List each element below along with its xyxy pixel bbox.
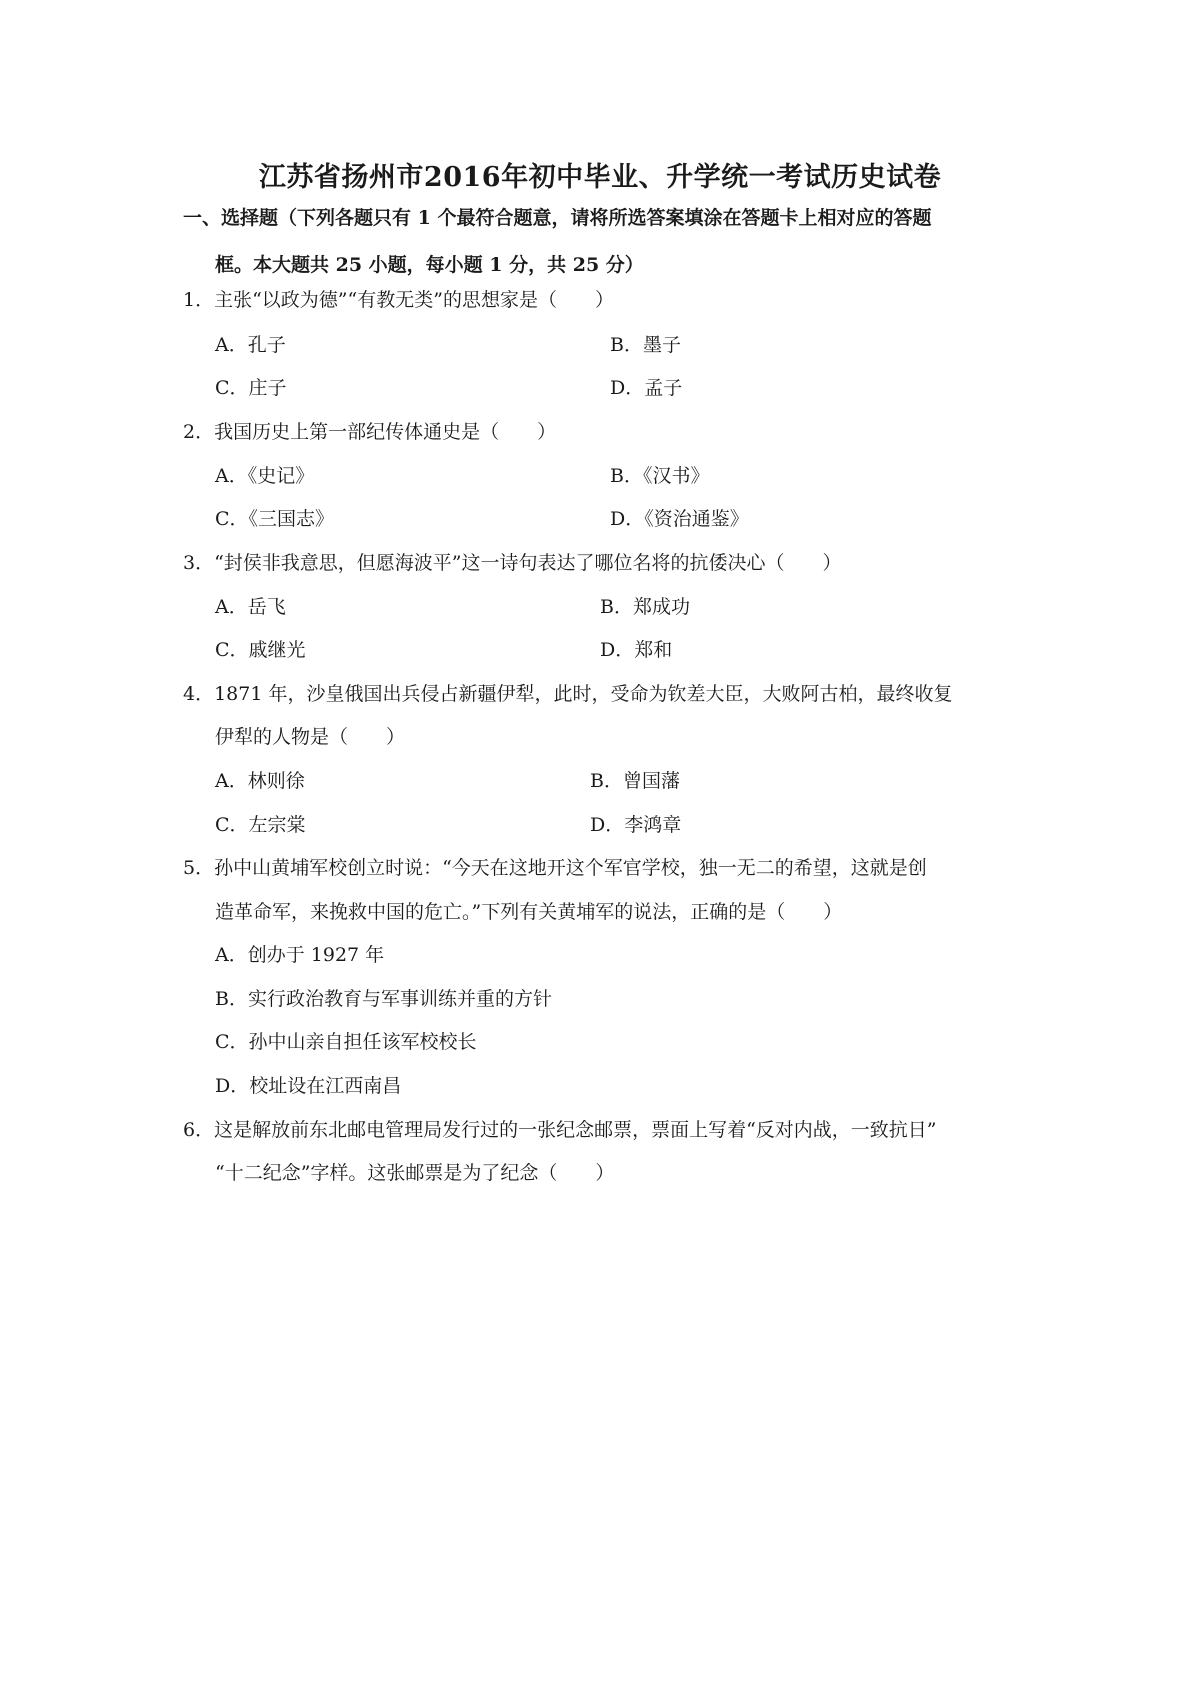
question-6-stem-cont: “十二纪念”字样。这张邮票是为了纪念（ ）: [215, 1162, 615, 1184]
question-3-option-d: D．郑和: [600, 639, 673, 661]
question-4-option-c: C．左宗棠: [215, 814, 306, 836]
section-heading-line1: 一、选择题（下列各题只有 1 个最符合题意，请将所选答案填涂在答题卡上相对应的答题: [183, 207, 932, 229]
exam-title: 江苏省扬州市2016年初中毕业、升学统一考试历史试卷: [258, 162, 942, 193]
question-1-option-b: B．墨子: [610, 334, 681, 356]
question-3-option-c: C．戚继光: [215, 639, 306, 661]
question-1-stem: 1．主张“以政为德”“有教无类”的思想家是（ ）: [183, 289, 614, 311]
question-5-option-d: D．校址设在江西南昌: [215, 1075, 402, 1097]
question-4-option-a: A．林则徐: [215, 770, 305, 792]
question-2-stem: 2．我国历史上第一部纪传体通史是（ ）: [183, 421, 557, 443]
question-3-option-a: A．岳飞: [215, 596, 286, 618]
question-2-option-c: C．《三国志》: [215, 508, 335, 530]
question-2-option-d: D．《资治通鉴》: [610, 508, 749, 530]
question-5-stem: 5．孙中山黄埔军校创立时说：“今天在这地开这个军官学校，独一无二的希望，这就是创: [183, 857, 927, 879]
question-1-option-d: D．孟子: [610, 377, 683, 399]
question-5-stem-cont: 造革命军，来挽救中国的危亡。”下列有关黄埔军的说法，正确的是（ ）: [215, 901, 843, 923]
question-3-stem: 3．“封侯非我意思，但愿海波平”这一诗句表达了哪位名将的抗倭决心（ ）: [183, 552, 842, 574]
question-4-option-d: D．李鸿章: [590, 814, 682, 836]
question-4-stem-cont: 伊犁的人物是（ ）: [215, 726, 406, 748]
question-4-stem: 4．1871 年，沙皇俄国出兵侵占新疆伊犁，此时，受命为钦差大臣，大败阿古柏，最终收复: [183, 683, 953, 705]
question-5-option-c: C．孙中山亲自担任该军校校长: [215, 1031, 477, 1053]
section-heading-line2: 框。本大题共 25 小题，每小题 1 分，共 25 分）: [215, 254, 644, 276]
question-2-option-b: B．《汉书》: [610, 465, 710, 487]
question-1-option-c: C．庄子: [215, 377, 287, 399]
question-6-stem: 6．这是解放前东北邮电管理局发行过的一张纪念邮票，票面上写着“反对内战，一致抗日”: [183, 1119, 937, 1141]
section-heading: [183, 195, 1023, 289]
question-2-option-a: A．《史记》: [215, 465, 315, 487]
question-4-option-b: B．曾国藩: [590, 770, 680, 792]
question-3-option-b: B．郑成功: [600, 596, 690, 618]
question-1-option-a: A．孔子: [215, 334, 286, 356]
question-5-option-b: B．实行政治教育与军事训练并重的方针: [215, 988, 552, 1010]
question-5-option-a: A．创办于 1927 年: [215, 944, 385, 966]
